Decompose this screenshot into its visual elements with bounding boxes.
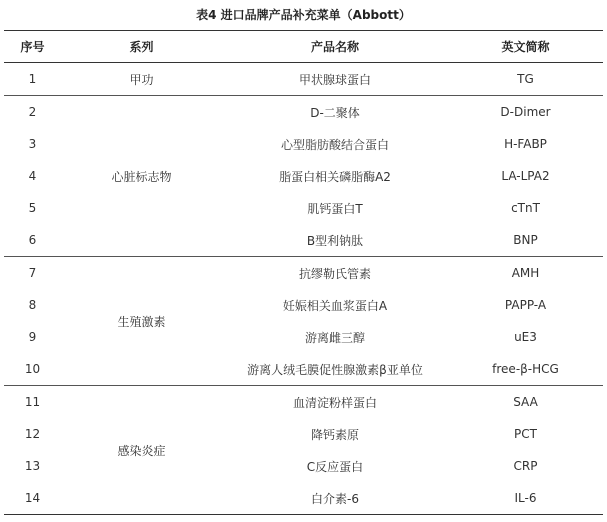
row-no: 13	[24, 459, 41, 473]
row-no: 9	[28, 330, 37, 344]
row-no: 6	[28, 233, 37, 247]
row-name: 甲状腺球蛋白	[298, 72, 371, 87]
row-name: 心型脂肪酸结合蛋白	[280, 137, 389, 152]
row-name: 血清淀粉样蛋白	[222, 386, 448, 419]
row-name: 脂蛋白相关磷脂酶A2	[279, 169, 391, 184]
row-name: C反应蛋白	[306, 459, 364, 474]
header-row	[4, 31, 603, 63]
row-no: 8	[28, 298, 37, 312]
series-cell-thyroid: 甲功	[129, 72, 154, 87]
row-name: 游离雌三醇	[304, 330, 365, 345]
row-no: 3	[28, 137, 37, 151]
row-abbr: H-FABP	[504, 137, 547, 151]
table-row	[4, 257, 603, 290]
series-cell-infection: 感染炎症	[61, 386, 222, 515]
row-name: D-二聚体	[222, 96, 448, 129]
row-name: 肌钙蛋白T	[307, 201, 363, 216]
row-name: 抗缪勒氏管素	[222, 257, 448, 290]
row-abbr: PCT	[514, 427, 537, 441]
row-name: 降钙素原	[310, 427, 359, 442]
row-abbr: LA-LPA2	[501, 169, 550, 183]
series-cell-cardiac: 心脏标志物	[61, 96, 222, 257]
row-no: 5	[28, 201, 37, 215]
row-name: 白介素-6	[222, 482, 448, 515]
row-no: 12	[24, 427, 41, 441]
row-abbr: IL-6	[448, 482, 603, 515]
series-cell-reproductive: 生殖激素	[61, 257, 222, 386]
row-no: 4	[28, 169, 37, 183]
header-no: 序号	[4, 31, 61, 63]
row-abbr: CRP	[513, 459, 538, 473]
header-abbr: 英文简称	[448, 31, 603, 63]
row-abbr: AMH	[448, 257, 603, 290]
row-no: 1	[28, 72, 37, 86]
row-no: 14	[4, 482, 61, 515]
row-name: B型利钠肽	[306, 233, 364, 248]
table-row	[4, 63, 603, 96]
row-name: 游离人绒毛膜促性腺激素β亚单位	[247, 362, 423, 377]
row-abbr: D-Dimer	[448, 96, 603, 129]
row-abbr: uE3	[514, 330, 537, 344]
row-abbr: cTnT	[511, 201, 540, 215]
row-abbr: PAPP-A	[504, 298, 547, 312]
row-abbr: BNP	[513, 233, 538, 247]
product-table	[4, 30, 603, 515]
row-no: 2	[4, 96, 61, 129]
row-no: 11	[4, 386, 61, 419]
header-series: 系列	[61, 31, 222, 63]
row-no: 10	[24, 362, 41, 376]
row-abbr: SAA	[448, 386, 603, 419]
row-name: 妊娠相关血浆蛋白A	[282, 298, 388, 313]
row-abbr: TG	[517, 72, 534, 86]
table-row	[4, 386, 603, 419]
table-row	[4, 96, 603, 129]
table-caption: 表4 进口品牌产品补充菜单（Abbott）	[196, 8, 411, 22]
row-abbr: free-β-HCG	[492, 362, 559, 376]
row-no: 7	[4, 257, 61, 290]
header-name: 产品名称	[222, 31, 448, 63]
